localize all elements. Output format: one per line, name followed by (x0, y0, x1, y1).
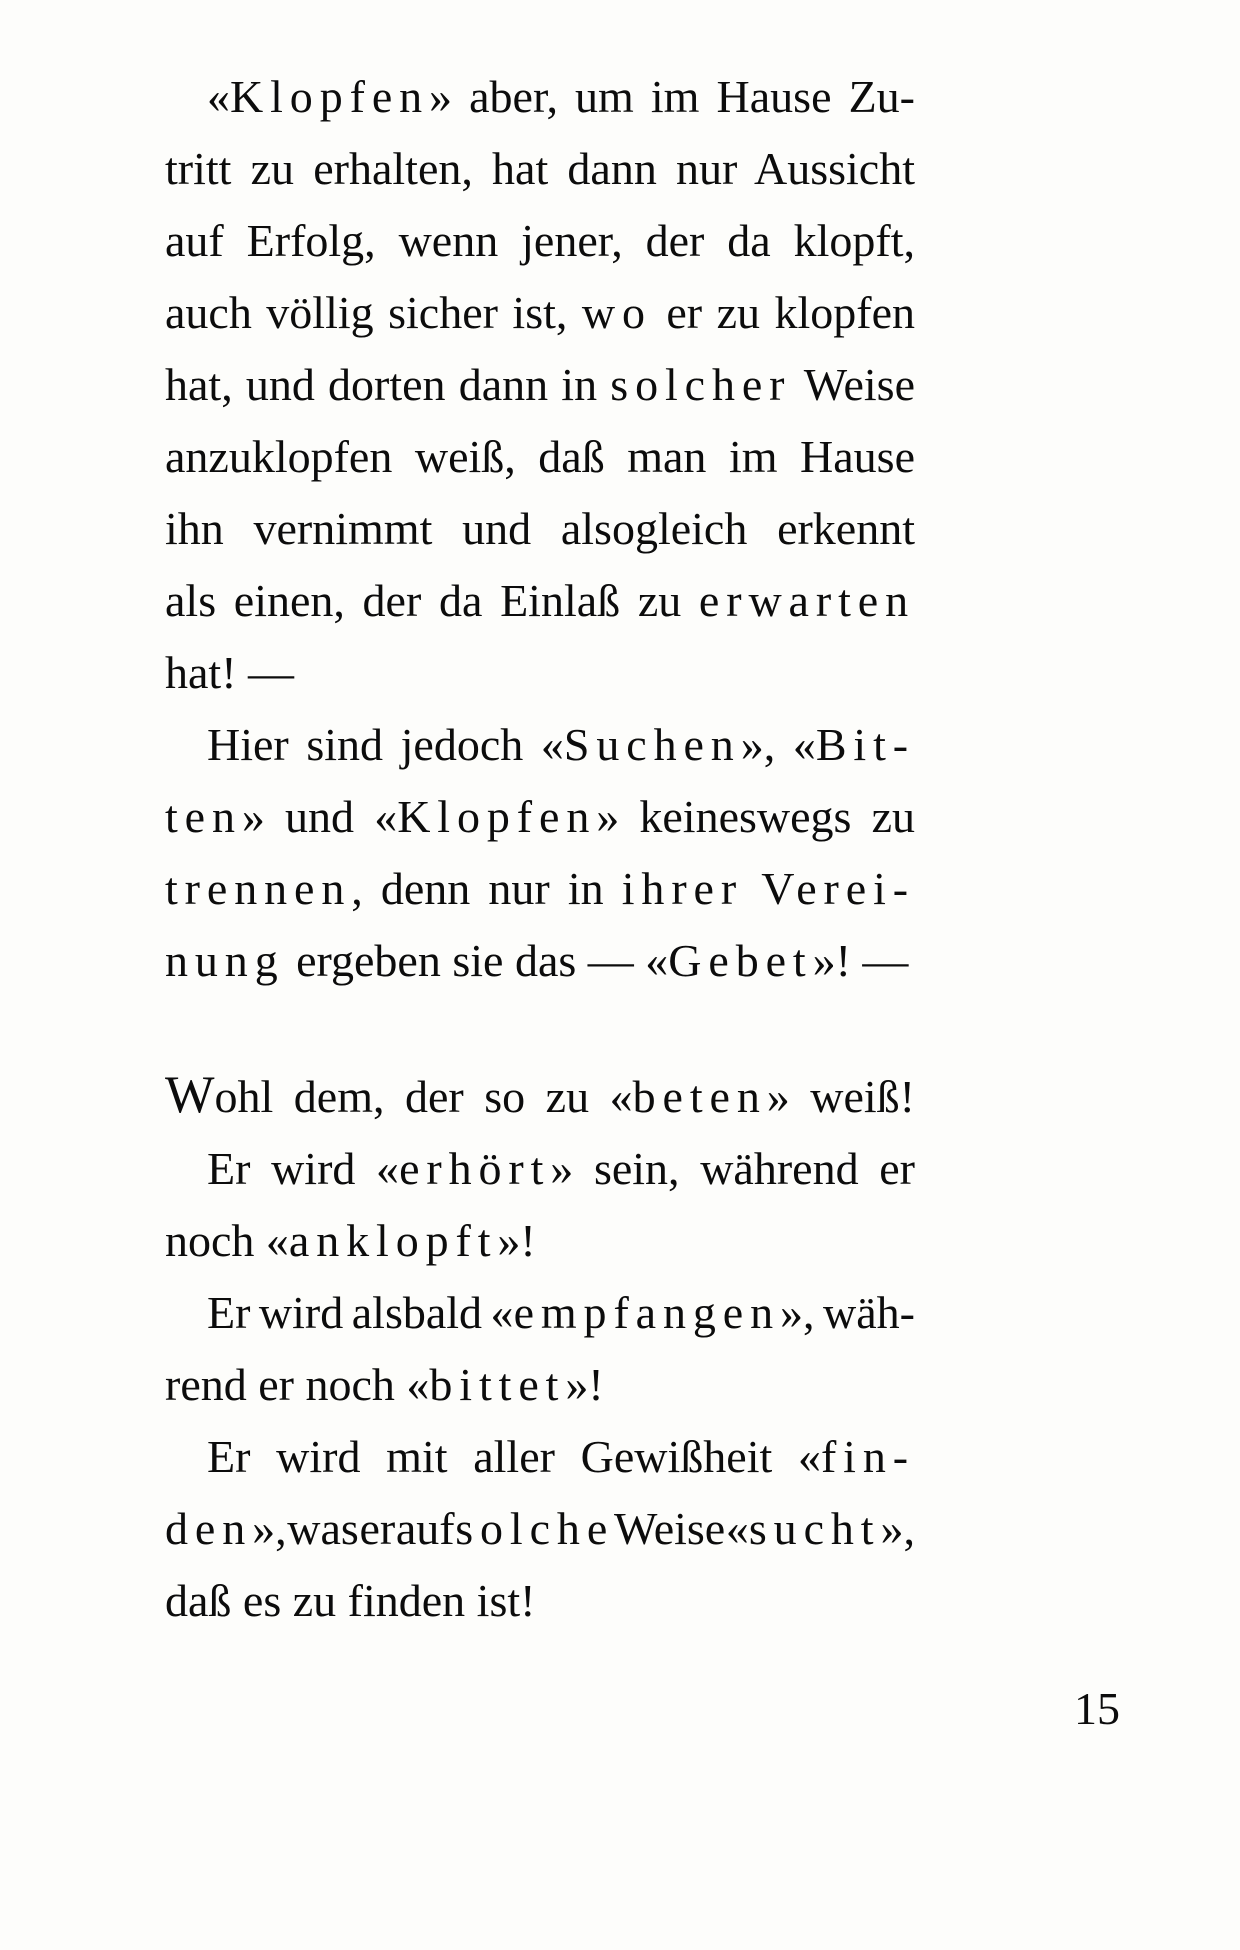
text-segment: Hier sind jedoch « (207, 719, 564, 770)
paragraph (165, 61, 915, 709)
text-segment: , denn nur in (351, 863, 622, 914)
text-segment: Er wird « (207, 1143, 400, 1194)
text-segment: Er wird mit aller Gewißheit « (207, 1431, 821, 1482)
text-segment: », wäh- (780, 1287, 915, 1338)
text-segment: Weise (791, 359, 915, 410)
text-segment: » keineswegs zu (596, 791, 915, 842)
spaced-word: trennen (165, 863, 352, 914)
text-segment: » und « (241, 791, 398, 842)
text-segment: auf Erfolg, wenn jener, der da klopft, (165, 215, 915, 266)
spaced-word: sucht (748, 1503, 881, 1554)
spaced-word: nung (165, 935, 285, 986)
section-initial-letter: W (165, 1066, 215, 1124)
text-line (165, 709, 915, 781)
text-segment: hat! — (165, 647, 295, 698)
page-text-block (165, 61, 915, 1637)
spaced-word: erwarten (698, 575, 915, 626)
text-line (165, 1133, 915, 1205)
text-segment: auch völlig sicher ist, (165, 287, 582, 338)
text-segment: », (880, 1503, 915, 1554)
text-segment: ohl dem, der so zu « (214, 1071, 633, 1122)
text-line (165, 925, 915, 997)
paragraph (165, 709, 915, 997)
text-segment: rend er noch « (165, 1359, 430, 1410)
text-segment: »! (565, 1359, 604, 1410)
text-line (165, 1421, 915, 1493)
spaced-word: Klopfen (397, 791, 597, 842)
text-segment: ihn vernimmt und alsogleich erkennt (165, 503, 915, 554)
text-line (165, 1059, 915, 1133)
text-line (165, 1277, 915, 1349)
spaced-word: fin- (820, 1431, 915, 1482)
text-line (165, 133, 915, 205)
text-line (165, 349, 915, 421)
text-segment: », « (740, 719, 816, 770)
spaced-word: Verei- (761, 863, 915, 914)
text-line (165, 1565, 915, 1637)
text-segment: « (207, 71, 230, 122)
spaced-word: wo (581, 287, 652, 338)
spaced-word: Bit- (815, 719, 916, 770)
text-line (165, 61, 915, 133)
paragraph (165, 1059, 915, 1133)
spaced-word: Gebet (668, 935, 813, 986)
text-segment: »! — (812, 935, 909, 986)
text-segment: tritt zu erhalten, hat dann nur Aussicht (165, 143, 915, 194)
spaced-word: bittet (429, 1359, 566, 1410)
spaced-word: ihrer (621, 863, 744, 914)
text-line (165, 277, 915, 349)
text-segment: Weise « (614, 1503, 749, 1554)
text-segment (743, 863, 761, 914)
text-segment: hat, und dorten dann in (165, 359, 611, 410)
text-line (165, 1493, 915, 1565)
text-segment: ergeben sie das — « (284, 935, 669, 986)
spaced-word: Suchen (563, 719, 741, 770)
text-segment: » weiß! (766, 1071, 915, 1122)
text-segment: anzuklopfen weiß, daß man im Hause (165, 431, 915, 482)
text-line (165, 421, 915, 493)
spaced-word: erhört (399, 1143, 551, 1194)
text-line (165, 493, 915, 565)
spaced-word: ten (165, 791, 242, 842)
text-line (165, 1349, 915, 1421)
spaced-word: anklopft (288, 1215, 498, 1266)
page-number: 15 (1074, 1683, 1120, 1734)
text-segment: als einen, der da Einlaß zu (165, 575, 699, 626)
text-line (165, 853, 915, 925)
spaced-word: empfangen (513, 1287, 781, 1338)
text-line (165, 1205, 915, 1277)
text-segment: », was er auf (252, 1503, 456, 1554)
text-line (165, 565, 915, 637)
text-segment: Er wird alsbald « (207, 1287, 514, 1338)
text-line (165, 637, 915, 709)
spaced-word: beten (632, 1071, 767, 1122)
text-segment: noch « (165, 1215, 289, 1266)
text-segment: »! (497, 1215, 536, 1266)
text-line (165, 781, 915, 853)
spaced-word: solcher (610, 359, 792, 410)
spaced-word: Klopfen (230, 71, 430, 122)
paragraph (165, 1133, 915, 1277)
spaced-word: solche (455, 1503, 615, 1554)
spaced-word: den (165, 1503, 253, 1554)
paragraph (165, 1421, 915, 1637)
paragraph (165, 1277, 915, 1421)
text-segment: » sein, während er (550, 1143, 915, 1194)
text-segment: er zu klopfen (651, 287, 915, 338)
text-line (165, 205, 915, 277)
text-segment: » aber, um im Hause Zu- (429, 71, 915, 122)
text-segment: daß es zu finden ist! (165, 1575, 536, 1626)
